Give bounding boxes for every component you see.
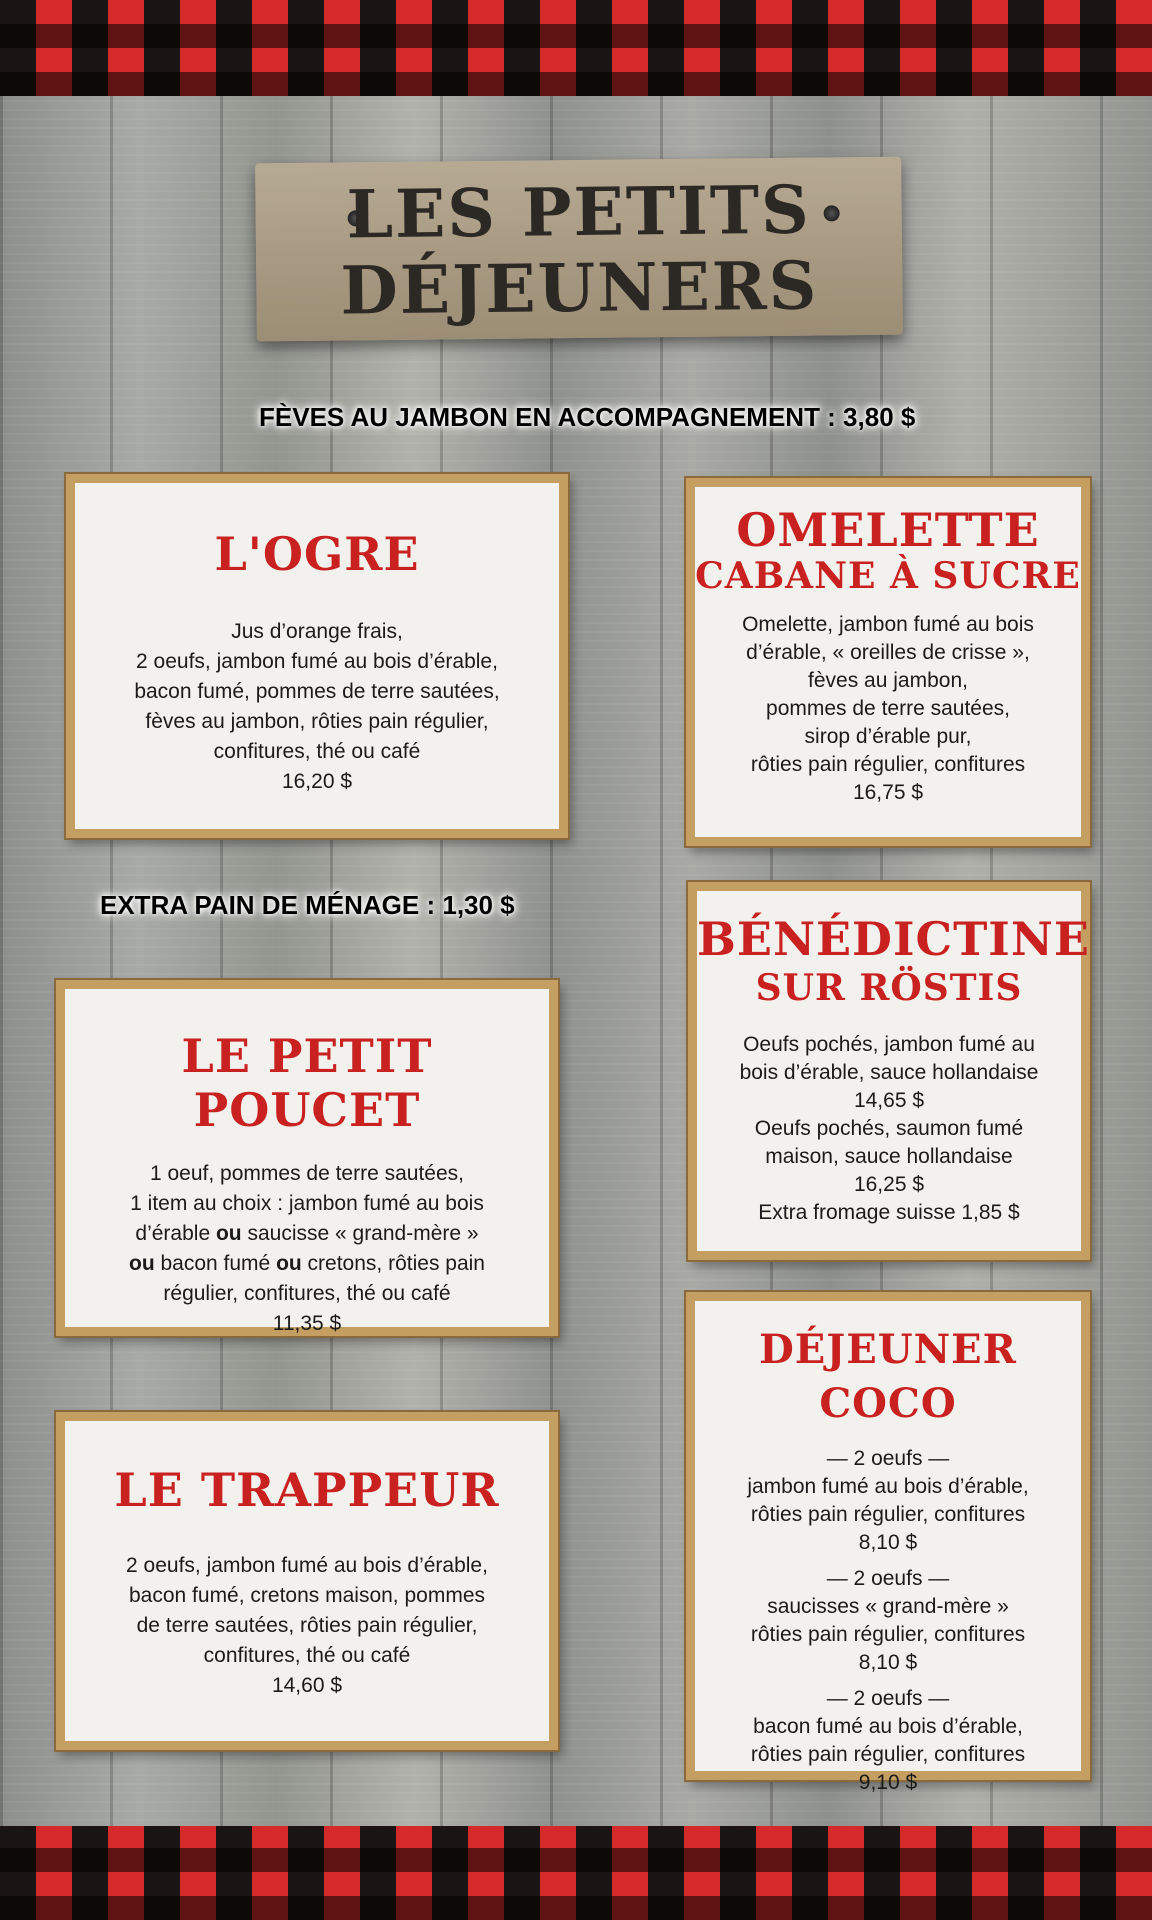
emphasis-ou: ou	[129, 1252, 155, 1275]
coco-option-1	[695, 1445, 1081, 1557]
item-option2: Oeufs pochés, saumon fumé maison, sauce hollandaise	[754, 1117, 1024, 1168]
menu-item-ogre	[66, 474, 568, 838]
description-line: 1 item au choix : jambon fumé au bois	[130, 1192, 484, 1215]
item-price1: 14,65 $	[853, 1089, 925, 1112]
item-title-line1: OMELETTE	[736, 503, 1040, 557]
item-price: 14,60 $	[271, 1674, 343, 1697]
item-extra: Extra fromage suisse 1,85 $	[758, 1201, 1020, 1224]
description-line: d’érable ou saucisse « grand-mère »	[135, 1222, 479, 1245]
item-description: 2 oeufs, jambon fumé au bois d’érable, bacon fumé, cretons maison, pommes de terre sautées, rôties pain régulier, confitures, thé ou café	[126, 1554, 488, 1667]
page-title-line1: LES PETITS	[346, 170, 812, 254]
plaid-border-bottom	[0, 1826, 1152, 1920]
item-title: L'OGRE	[214, 527, 420, 581]
option-price: 8,10 $	[858, 1531, 918, 1554]
menu-item-petit-poucet	[56, 980, 558, 1336]
item-description	[65, 1159, 549, 1339]
item-title: DÉJEUNER COCO	[759, 1326, 1017, 1427]
description-line: ou bacon fumé ou cretons, rôties pain	[129, 1252, 485, 1275]
item-description: Jus d’orange frais, 2 oeufs, jambon fumé au bois d’érable, bacon fumé, pommes de terre sautées, fèves au jambon, rôties pain régulier, confitures, thé ou café	[134, 620, 500, 763]
option-description: bacon fumé au bois d’érable, rôties pain régulier, confitures	[750, 1715, 1026, 1766]
item-description: Omelette, jambon fumé au bois d’érable, « oreilles de crisse », fèves au jambon, pommes de terre sautées, sirop d’érable pur, rôties pain régulier, confitures	[742, 613, 1034, 776]
option-head: — 2 oeufs —	[826, 1567, 950, 1590]
item-price: 16,20 $	[281, 770, 353, 793]
menu-item-trappeur	[56, 1412, 558, 1750]
description-line: régulier, confitures, thé ou café	[163, 1282, 451, 1305]
coco-option-2	[695, 1565, 1081, 1677]
item-title: LE PETIT POUCET	[181, 1029, 433, 1137]
feves-banner: FÈVES AU JAMBON EN ACCOMPAGNEMENT : 3,80 $	[259, 402, 916, 432]
option-description: jambon fumé au bois d’érable, rôties pain régulier, confitures	[747, 1475, 1029, 1526]
menu-item-benedictine	[688, 882, 1090, 1260]
item-title-line2: SUR RÖSTIS	[755, 967, 1023, 1009]
page-title-line2: DÉJEUNERS	[340, 246, 819, 330]
option-head: — 2 oeufs —	[826, 1687, 950, 1710]
emphasis-ou: ou	[276, 1252, 302, 1275]
coco-option-3	[695, 1685, 1081, 1797]
item-price2: 16,25 $	[853, 1173, 925, 1196]
emphasis-ou: ou	[215, 1222, 242, 1245]
menu-item-omelette	[686, 478, 1090, 846]
option-price: 8,10 $	[858, 1651, 918, 1674]
item-price: 11,35 $	[272, 1312, 342, 1335]
description-line: 1 oeuf, pommes de terre sautées,	[149, 1162, 464, 1185]
item-price: 16,75 $	[852, 781, 924, 804]
item-title: LE TRAPPEUR	[114, 1463, 500, 1517]
extra-bread-banner: EXTRA PAIN DE MÉNAGE : 1,30 $	[100, 890, 515, 920]
option-description: saucisses « grand-mère » rôties pain régulier, confitures	[750, 1595, 1026, 1646]
plaid-border-top	[0, 0, 1152, 96]
title-sign	[255, 157, 903, 342]
item-option1: Oeufs pochés, jambon fumé au bois d’érable, sauce hollandaise	[739, 1033, 1039, 1084]
menu-item-dejeuner-coco	[686, 1292, 1090, 1794]
item-title-line1: BÉNÉDICTINE	[697, 912, 1090, 966]
option-price: 9,10 $	[858, 1771, 918, 1794]
option-head: — 2 oeufs —	[826, 1447, 950, 1470]
item-title-line2: CABANE À SUCRE	[695, 555, 1081, 597]
